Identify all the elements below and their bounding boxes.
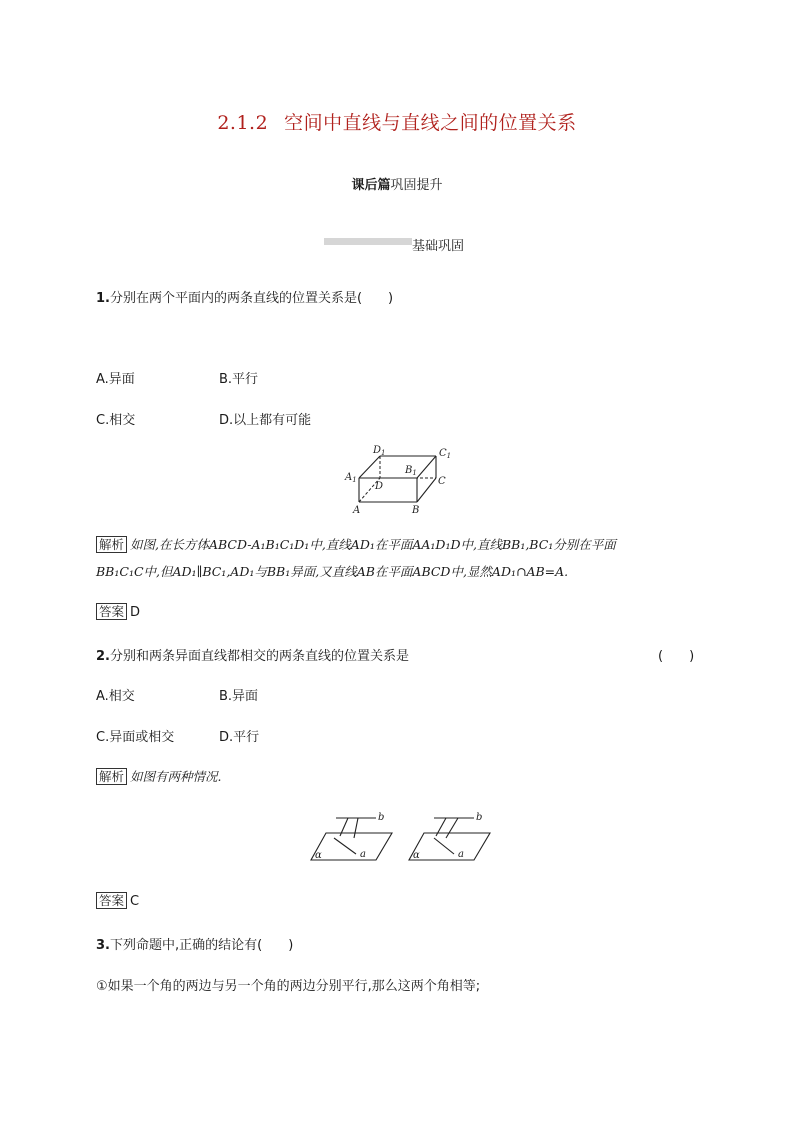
q3-number: 3. [96,938,110,953]
q1-answer-value: D [130,605,141,620]
label-b-left: b [378,812,385,823]
label-d: D [375,481,384,492]
q2-answer-value: C [130,894,140,909]
page-title [0,108,794,135]
q2-analysis-tag: 解析 [96,768,127,785]
q1-analysis-line2: BB₁C₁C中,但AD₁∥BC₁,AD₁与BB₁异面,又直线AB在平面ABCD中,显然AD₁∩AB=A. [96,564,569,579]
title-number: 2.1.2 [217,112,269,134]
q2-option-d: D.平行 [219,730,260,745]
label-b1: $B_1$ [405,465,417,477]
label-d1: $D_1$ [373,445,386,457]
label-c: C [438,476,446,487]
label-alpha-right: α [413,850,420,861]
skew-lines-figure [306,808,496,868]
q2-number: 2. [96,649,110,664]
label-a-right: a [458,849,464,860]
q1-analysis-tag: 解析 [96,536,127,553]
q2-option-a: A.相交 [96,689,135,704]
section-label: 基础巩固 [412,239,465,254]
subtitle [0,174,794,193]
q1-number: 1. [96,291,110,306]
subtitle-rest: 巩固提升 [390,178,443,193]
q2-bracket: ( ) [658,649,695,664]
q1-option-d: D.以上都有可能 [219,413,312,428]
q2-text: 分别和两条异面直线都相交的两条直线的位置关系是 [109,649,409,664]
subtitle-bold: 课后篇 [351,178,391,193]
q3-item1-marker: ① [96,979,108,994]
label-b-right: b [476,812,483,823]
label-alpha-left: α [315,850,322,861]
q3-text: 下列命题中,正确的结论有( ) [109,938,294,953]
q1-analysis-line1 [96,535,616,553]
q1-answer-tag: 答案 [96,603,127,620]
title-text: 空间中直线与直线之间的位置关系 [284,112,577,134]
q2-answer-tag: 答案 [96,892,127,909]
q3-item1-text: 如果一个角的两边与另一个角的两边分别平行,那么这两个角相等; [107,979,481,994]
q1-answer [96,603,140,620]
question-2 [96,645,409,664]
label-c1: $C_1$ [439,448,452,460]
q3-item-1 [96,975,480,994]
q2-analysis-text: 如图有两种情况. [130,769,222,784]
label-b: B [412,505,420,516]
q1-option-b: B.平行 [219,372,259,387]
q2-analysis [96,767,222,785]
label-a-left: a [360,849,366,860]
q1-option-a: A.异面 [96,372,135,387]
label-a1: $A_1$ [345,472,357,484]
section-bar [324,238,412,245]
q2-option-c: C.异面或相交 [96,730,175,745]
question-1 [96,287,393,306]
q1-option-c: C.相交 [96,413,136,428]
q2-answer [96,892,139,909]
q2-option-b: B.异面 [219,689,259,704]
label-a: A [353,505,361,516]
question-3 [96,934,293,953]
q1-analysis-text1: 如图,在长方体ABCD-A₁B₁C₁D₁中,直线AD₁在平面AA₁D₁D中,直线BB₁,BC₁分别在平面 [130,537,616,552]
q1-text: 分别在两个平面内的两条直线的位置关系是( ) [109,291,394,306]
cuboid-figure [340,440,460,516]
